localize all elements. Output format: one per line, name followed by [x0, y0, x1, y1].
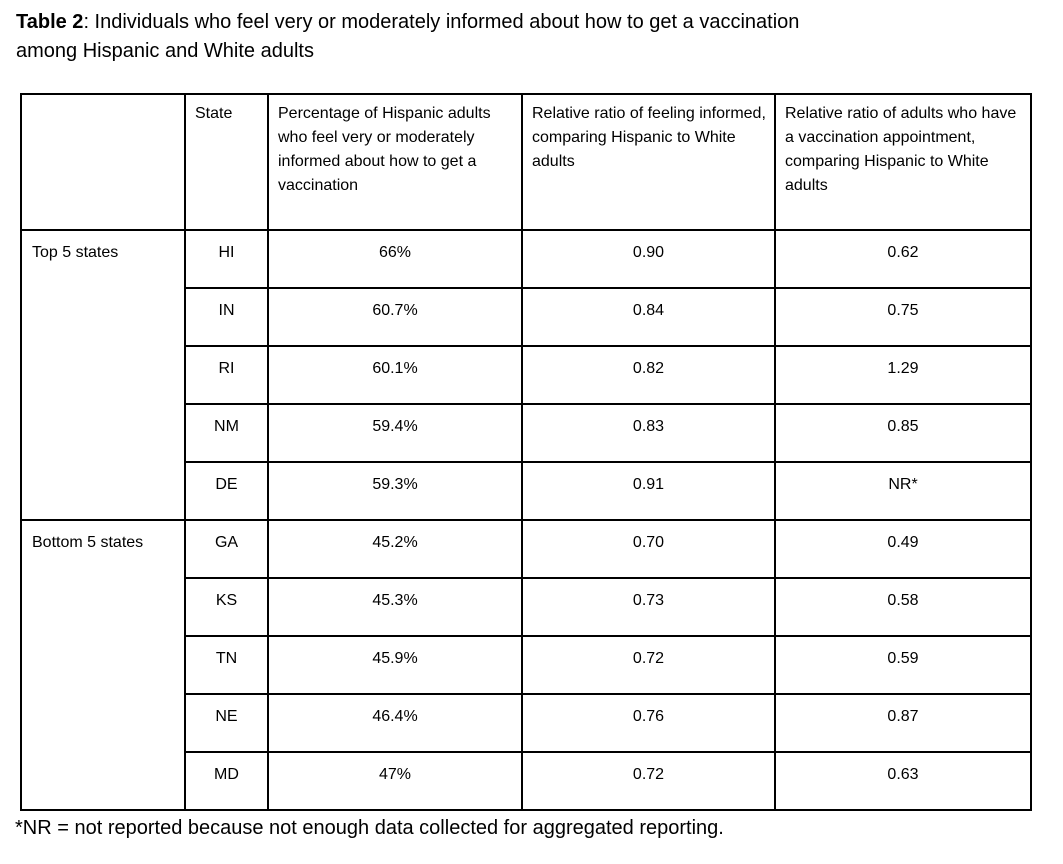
state-cell: MD [185, 752, 268, 810]
header-ratio-informed: Relative ratio of feeling informed, comparing Hispanic to White adults [522, 94, 775, 230]
group-cell-bottom5: Bottom 5 states [21, 520, 185, 810]
ratio-appointment-cell: 1.29 [775, 346, 1031, 404]
ratio-appointment-cell: 0.62 [775, 230, 1031, 288]
ratio-appointment-cell: 0.85 [775, 404, 1031, 462]
state-cell: IN [185, 288, 268, 346]
ratio-appointment-cell: 0.59 [775, 636, 1031, 694]
ratio-informed-cell: 0.90 [522, 230, 775, 288]
header-percentage-informed: Percentage of Hispanic adults who feel very or moderately informed about how to get a vaccination [268, 94, 522, 230]
pct-cell: 59.4% [268, 404, 522, 462]
group-cell-top5: Top 5 states [21, 230, 185, 520]
ratio-informed-cell: 0.72 [522, 752, 775, 810]
ratio-appointment-cell: 0.87 [775, 694, 1031, 752]
state-cell: GA [185, 520, 268, 578]
header-group [21, 94, 185, 230]
state-cell: HI [185, 230, 268, 288]
pct-cell: 45.3% [268, 578, 522, 636]
header-ratio-appointment: Relative ratio of adults who have a vaccination appointment, comparing Hispanic to White adults [775, 94, 1031, 230]
pct-cell: 46.4% [268, 694, 522, 752]
header-state: State [185, 94, 268, 230]
document-page [0, 8, 1063, 864]
ratio-informed-cell: 0.91 [522, 462, 775, 520]
table-caption-text-line2: among Hispanic and White adults [16, 40, 314, 62]
state-cell: KS [185, 578, 268, 636]
pct-cell: 59.3% [268, 462, 522, 520]
state-cell: NM [185, 404, 268, 462]
ratio-informed-cell: 0.70 [522, 520, 775, 578]
pct-cell: 45.2% [268, 520, 522, 578]
ratio-informed-cell: 0.72 [522, 636, 775, 694]
table-row [21, 520, 1031, 578]
ratio-informed-cell: 0.83 [522, 404, 775, 462]
header-row [21, 94, 1031, 230]
ratio-appointment-cell: 0.49 [775, 520, 1031, 578]
state-cell: TN [185, 636, 268, 694]
state-cell: NE [185, 694, 268, 752]
table-row [21, 230, 1031, 288]
ratio-informed-cell: 0.73 [522, 578, 775, 636]
ratio-appointment-cell: 0.58 [775, 578, 1031, 636]
pct-cell: 60.7% [268, 288, 522, 346]
table-caption-label: Table 2 [16, 11, 84, 33]
pct-cell: 60.1% [268, 346, 522, 404]
ratio-appointment-cell: NR* [775, 462, 1031, 520]
state-cell: DE [185, 462, 268, 520]
ratio-informed-cell: 0.84 [522, 288, 775, 346]
ratio-informed-cell: 0.76 [522, 694, 775, 752]
pct-cell: 45.9% [268, 636, 522, 694]
pct-cell: 66% [268, 230, 522, 288]
vaccination-info-table [20, 93, 1032, 811]
ratio-informed-cell: 0.82 [522, 346, 775, 404]
pct-cell: 47% [268, 752, 522, 810]
state-cell: RI [185, 346, 268, 404]
ratio-appointment-cell: 0.75 [775, 288, 1031, 346]
table-caption-text-line1: : Individuals who feel very or moderately informed about how to get a vaccination [83, 11, 800, 33]
nr-footnote: *NR = not reported because not enough data collected for aggregated reporting. [15, 817, 724, 839]
ratio-appointment-cell: 0.63 [775, 752, 1031, 810]
table-caption [16, 8, 1063, 66]
